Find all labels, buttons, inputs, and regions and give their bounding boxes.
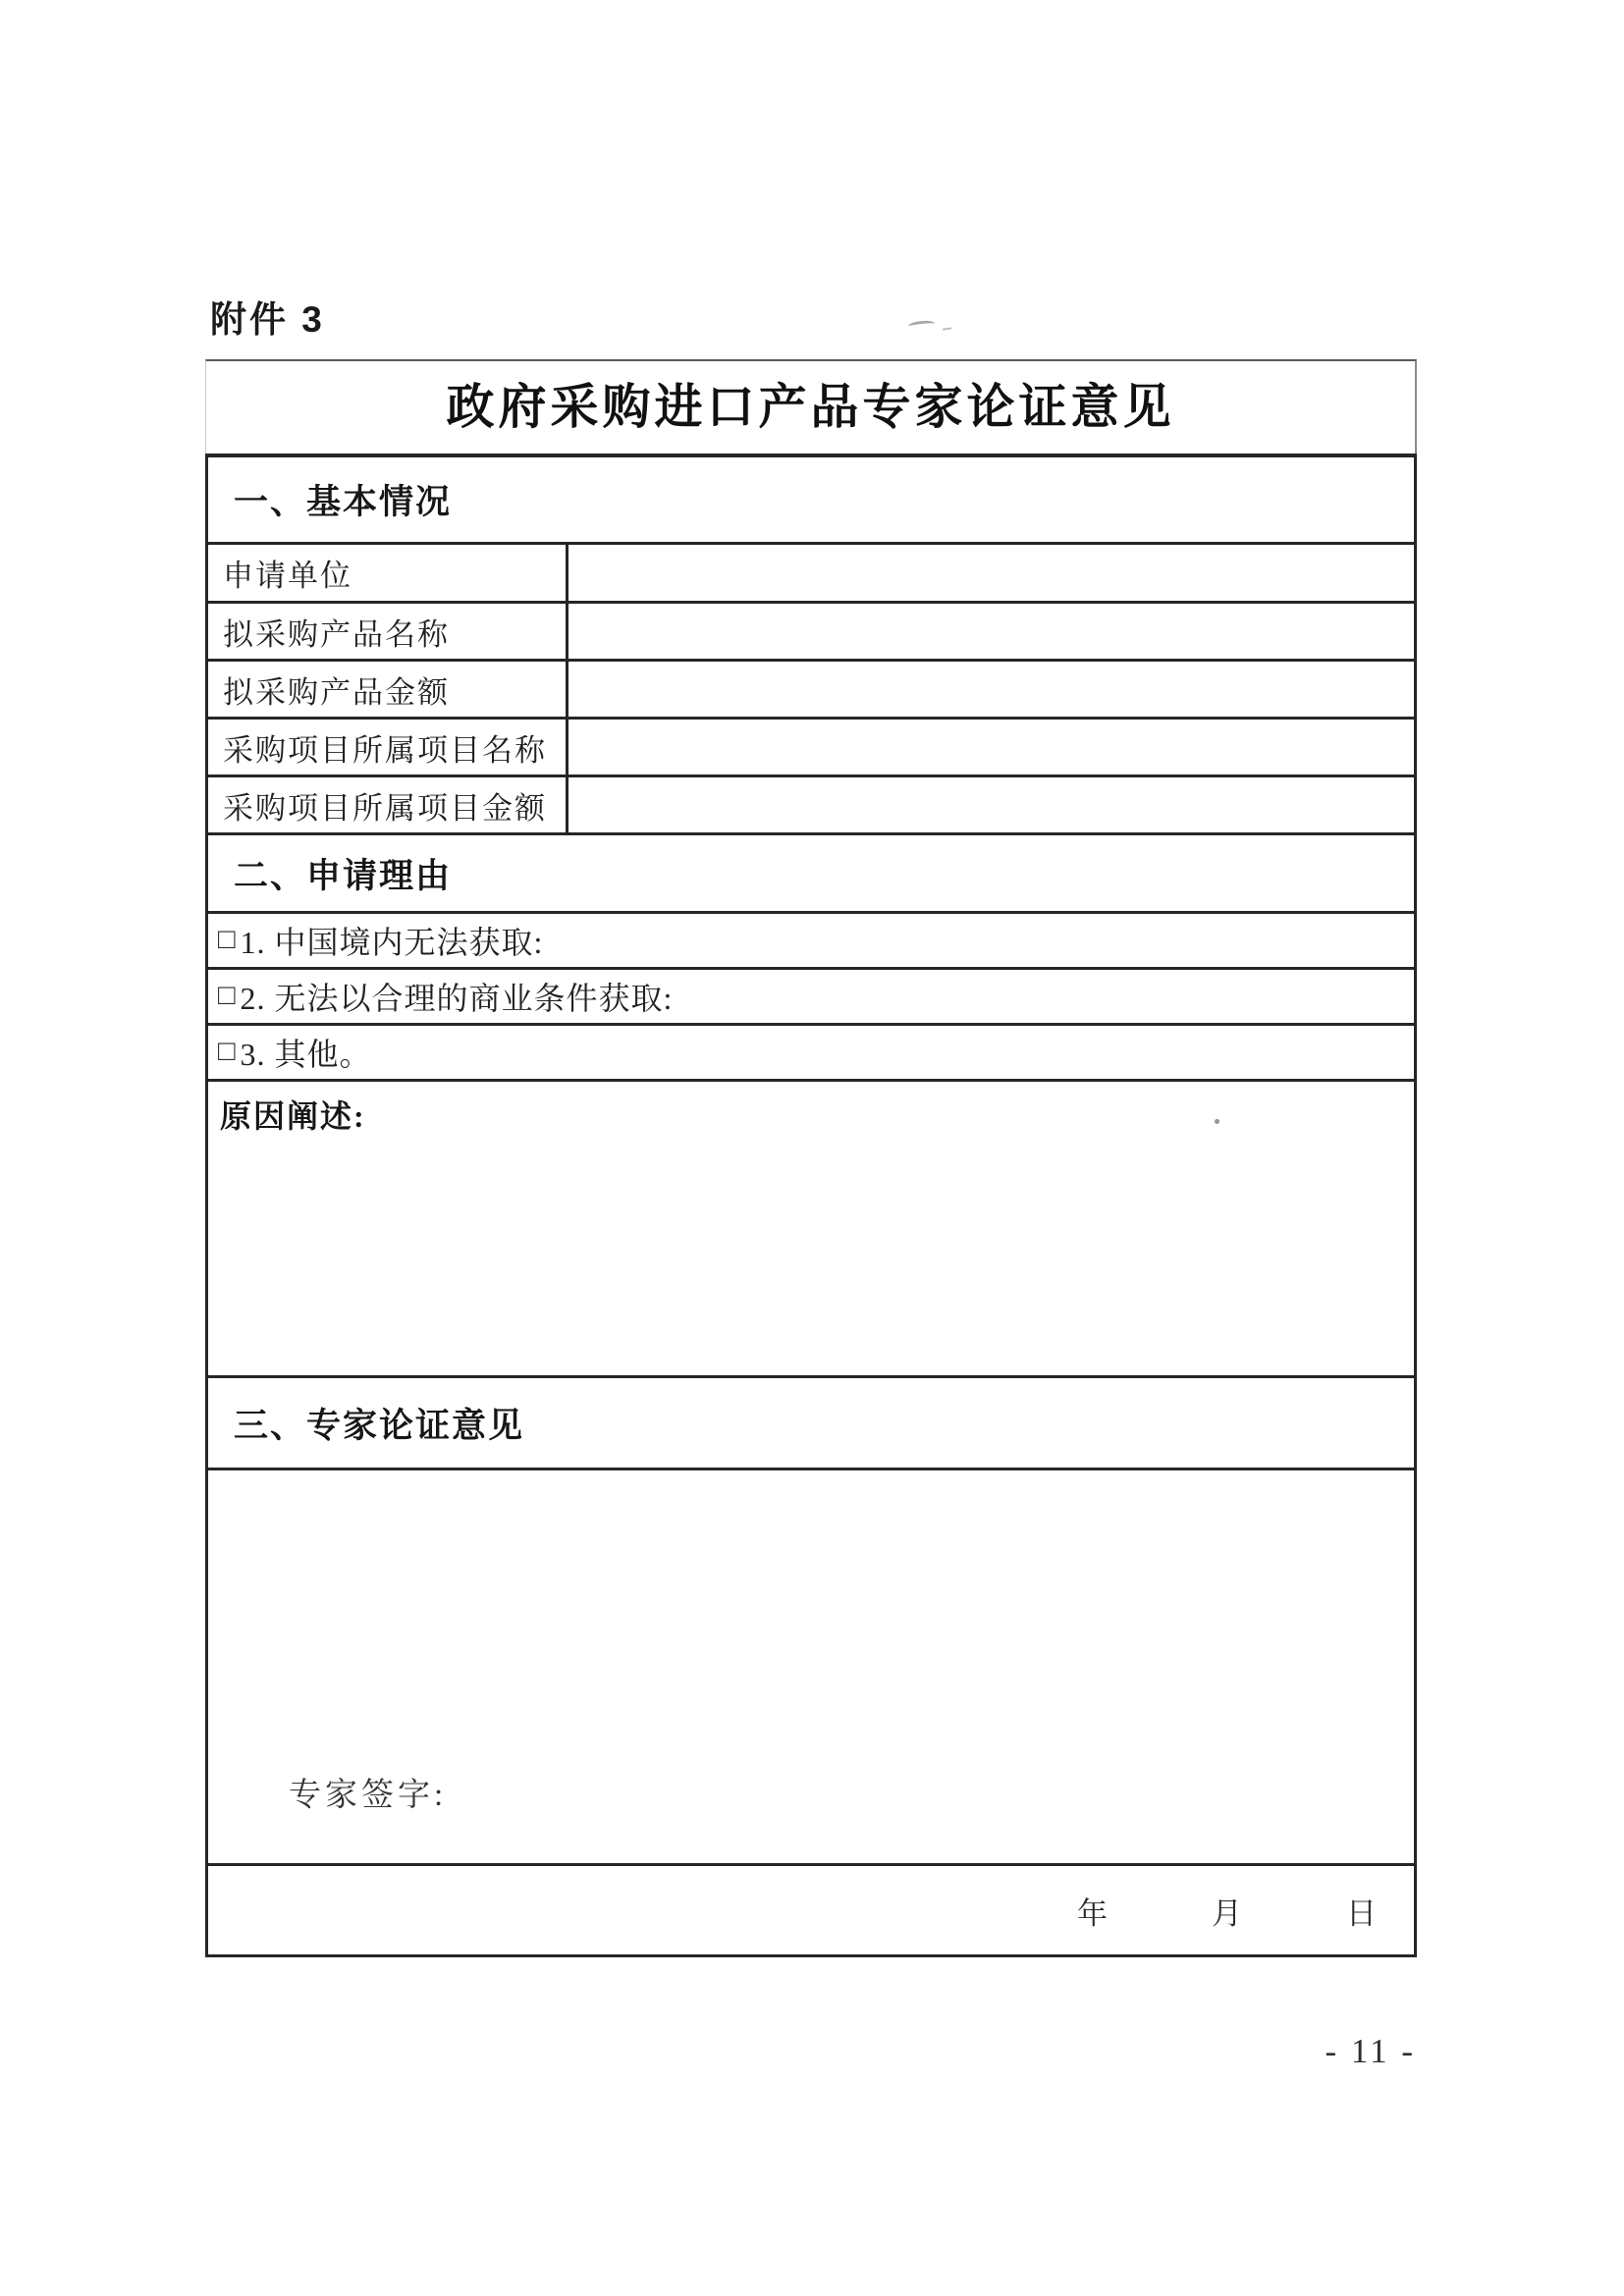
section3-heading: 三、专家论证意见	[208, 1375, 1414, 1468]
page-number: - 11 -	[1325, 2032, 1416, 2070]
table-row	[208, 774, 1414, 832]
field-value-project-amount	[568, 777, 1414, 832]
section1-heading: 一、基本情况	[234, 483, 453, 521]
reason-option-label: 2. 无法以合理的商业条件获取:	[240, 981, 674, 1016]
form-table	[205, 454, 1417, 1957]
table-row	[208, 601, 1414, 659]
document-title: 政府采购进口产品专家论证意见	[446, 380, 1175, 434]
field-value-applicant-unit	[568, 545, 1414, 601]
date-month-label: 月	[1212, 1896, 1242, 1931]
checkbox-icon: □	[218, 923, 237, 955]
field-label-project-amount: 采购项目所属项目金额	[208, 777, 568, 832]
field-label-applicant-unit: 申请单位	[208, 545, 568, 601]
field-label-product-name: 拟采购产品名称	[208, 604, 568, 659]
attachment-label: 附件 3	[210, 299, 325, 340]
table-row	[208, 659, 1414, 717]
scan-artifact-squiggle	[908, 320, 936, 331]
date-day-label: 日	[1346, 1896, 1377, 1931]
reason-option-label: 1. 中国境内无法获取:	[240, 925, 544, 960]
date-year-label: 年	[1077, 1896, 1108, 1931]
date-row	[208, 1863, 1414, 1954]
scan-artifact-dash	[943, 327, 951, 330]
expert-opinion-cell	[208, 1468, 1414, 1863]
title-frame	[205, 359, 1417, 455]
field-label-product-amount: 拟采购产品金额	[208, 662, 568, 717]
reason-statement-cell	[208, 1079, 1414, 1375]
expert-signature-label: 专家签字:	[289, 1778, 448, 1813]
section2-heading: 二、申请理由	[208, 832, 1414, 911]
reason-option-label: 3. 其他。	[240, 1037, 372, 1072]
table-row	[208, 717, 1414, 774]
reason-option-3	[208, 1023, 1414, 1079]
reason-statement-label: 原因阐述:	[220, 1098, 366, 1134]
reason-option-2	[208, 967, 1414, 1023]
field-value-product-name	[568, 604, 1414, 659]
reason-option-1	[208, 911, 1414, 967]
checkbox-icon: □	[218, 1035, 237, 1067]
field-value-product-amount	[568, 662, 1414, 717]
checkbox-icon: □	[218, 979, 237, 1011]
field-value-project-name	[568, 720, 1414, 774]
field-label-project-name: 采购项目所属项目名称	[208, 720, 568, 774]
table-row	[208, 542, 1414, 601]
